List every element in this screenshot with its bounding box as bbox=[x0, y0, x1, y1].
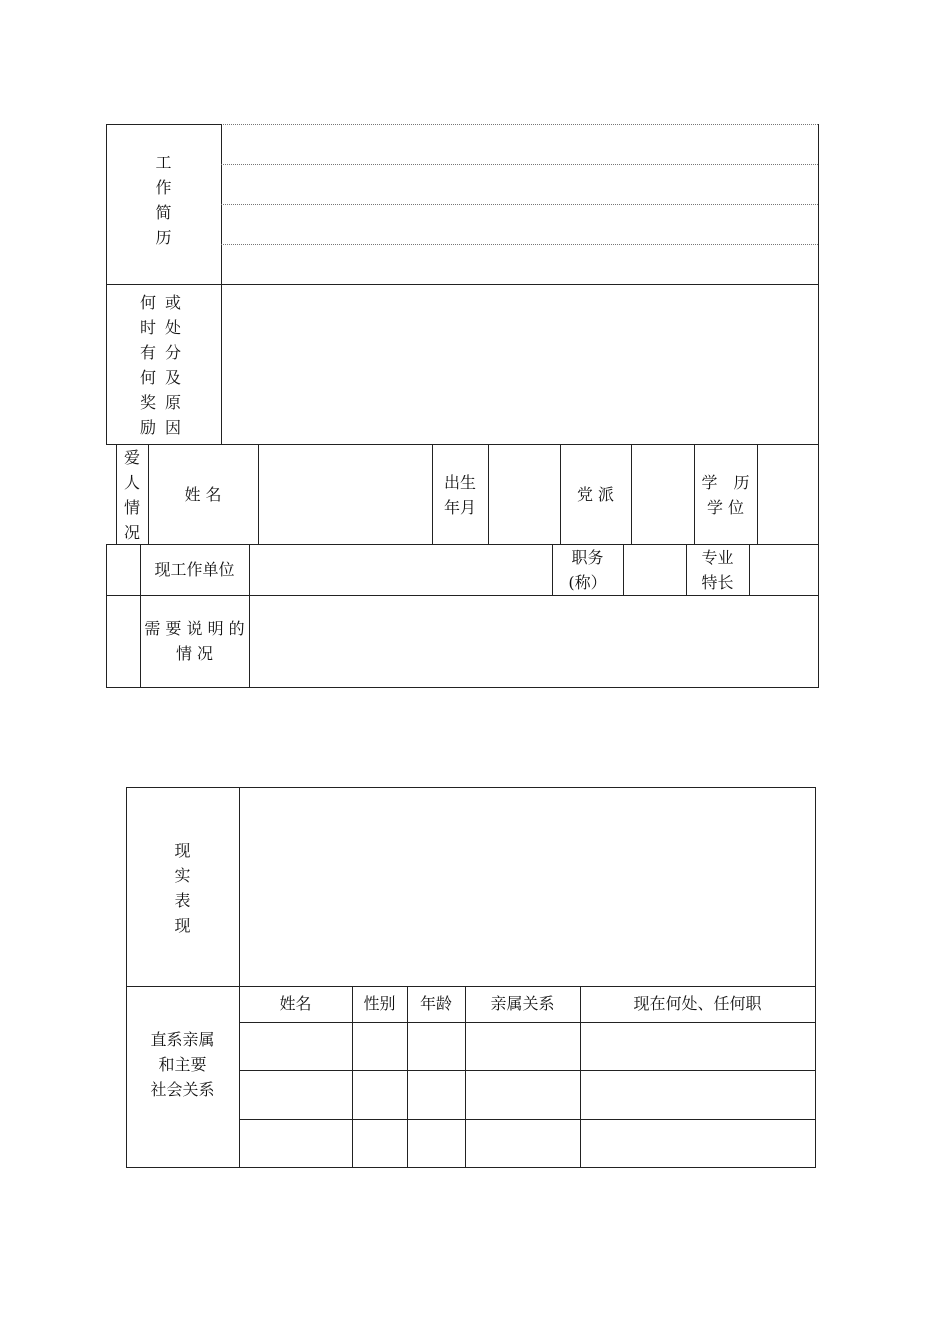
spouse-party-label: 党 派 bbox=[576, 485, 615, 504]
label-line: 直系亲属 bbox=[150, 1030, 215, 1049]
label-line: 年月 bbox=[443, 498, 476, 517]
label-line: 特长 bbox=[701, 573, 734, 592]
spouse-work-unit-field[interactable] bbox=[250, 545, 551, 594]
label-line: 出生 bbox=[443, 473, 476, 492]
label-char: 处 bbox=[164, 318, 181, 337]
rewards-label-col2 bbox=[157, 290, 189, 440]
relatives-section-label bbox=[126, 1027, 239, 1102]
relative-age-cell[interactable] bbox=[408, 1023, 465, 1070]
rule bbox=[126, 1167, 816, 1168]
label-char: 简 bbox=[155, 203, 172, 222]
relative-relation-cell[interactable] bbox=[466, 1023, 580, 1070]
label-char: 历 bbox=[155, 228, 172, 247]
relative-age-cell[interactable] bbox=[408, 1071, 465, 1118]
work-history-field[interactable] bbox=[222, 125, 817, 283]
label-char: 作 bbox=[155, 178, 172, 197]
spouse-work-unit-label: 现工作单位 bbox=[154, 560, 235, 579]
spouse-notes-label bbox=[140, 616, 249, 666]
label-char: 励 bbox=[139, 418, 156, 437]
spouse-position-field[interactable] bbox=[624, 545, 685, 594]
spouse-position-label bbox=[552, 545, 623, 595]
rule bbox=[106, 687, 819, 688]
spouse-birth-label bbox=[432, 470, 488, 520]
label-char: 时 bbox=[139, 318, 156, 337]
performance-field[interactable] bbox=[240, 788, 814, 985]
label-char: 实 bbox=[174, 866, 191, 885]
relative-workplace-cell[interactable] bbox=[581, 1071, 815, 1118]
table-row bbox=[240, 1120, 815, 1166]
rule bbox=[815, 787, 816, 1168]
column-header-relation: 亲属关系 bbox=[490, 994, 555, 1013]
label-line: 情 况 bbox=[175, 644, 214, 663]
performance-label bbox=[126, 838, 239, 938]
relative-workplace-cell[interactable] bbox=[581, 1023, 815, 1070]
spouse-education-field[interactable] bbox=[758, 445, 817, 543]
spouse-party-field[interactable] bbox=[632, 445, 693, 543]
label-char: 原 bbox=[164, 393, 181, 412]
label-char: 奖 bbox=[139, 393, 156, 412]
label-line: 学 历 bbox=[701, 473, 750, 492]
label-char: 及 bbox=[164, 368, 181, 387]
rule bbox=[126, 986, 815, 987]
spouse-name-field[interactable] bbox=[259, 445, 431, 543]
label-line: 职务 bbox=[571, 548, 604, 567]
relative-relation-cell[interactable] bbox=[466, 1120, 580, 1166]
spouse-education-label bbox=[694, 470, 757, 520]
relative-gender-cell[interactable] bbox=[353, 1120, 407, 1166]
rule bbox=[106, 544, 107, 687]
label-char: 况 bbox=[123, 523, 140, 542]
label-char: 现 bbox=[174, 841, 191, 860]
rule bbox=[818, 124, 819, 687]
spouse-specialty-label bbox=[686, 545, 749, 595]
column-header-workplace: 现在何处、任何职 bbox=[633, 994, 762, 1013]
label-char: 人 bbox=[123, 473, 140, 492]
column-header-age: 年龄 bbox=[419, 994, 452, 1013]
label-char: 现 bbox=[174, 916, 191, 935]
relative-name-cell[interactable] bbox=[240, 1071, 352, 1118]
spouse-notes-field[interactable] bbox=[250, 596, 817, 686]
label-line: 社会关系 bbox=[150, 1080, 215, 1099]
relative-gender-cell[interactable] bbox=[353, 1071, 407, 1118]
rule bbox=[106, 444, 818, 445]
spouse-name-label: 姓 名 bbox=[184, 485, 222, 504]
relative-workplace-cell[interactable] bbox=[581, 1120, 815, 1166]
label-char: 何 bbox=[139, 368, 156, 387]
work-history-label bbox=[106, 150, 221, 250]
label-char: 何 bbox=[139, 293, 156, 312]
label-line: (称） bbox=[568, 573, 607, 592]
relative-gender-cell[interactable] bbox=[353, 1023, 407, 1070]
rule bbox=[106, 124, 221, 125]
label-char: 有 bbox=[139, 343, 156, 362]
column-header-gender: 性别 bbox=[363, 994, 396, 1013]
label-char: 因 bbox=[164, 418, 181, 437]
label-char: 工 bbox=[155, 153, 172, 172]
label-char: 表 bbox=[174, 891, 191, 910]
label-line: 需 要 说 明 的 bbox=[144, 619, 245, 638]
label-char: 分 bbox=[164, 343, 181, 362]
label-char: 爱 bbox=[123, 448, 140, 467]
label-char: 或 bbox=[164, 293, 181, 312]
table-row bbox=[240, 1023, 815, 1070]
column-header-name: 姓名 bbox=[279, 994, 312, 1013]
table-row bbox=[240, 1071, 815, 1118]
spouse-specialty-field[interactable] bbox=[750, 545, 817, 594]
label-line: 学 位 bbox=[706, 498, 745, 517]
relative-name-cell[interactable] bbox=[240, 1120, 352, 1166]
rewards-field[interactable] bbox=[222, 285, 817, 443]
spouse-section-label bbox=[116, 445, 148, 545]
label-char: 情 bbox=[123, 498, 140, 517]
spouse-birth-field[interactable] bbox=[489, 445, 559, 543]
label-line: 和主要 bbox=[158, 1055, 207, 1074]
relative-name-cell[interactable] bbox=[240, 1023, 352, 1070]
relative-age-cell[interactable] bbox=[408, 1120, 465, 1166]
relative-relation-cell[interactable] bbox=[466, 1071, 580, 1118]
label-line: 专业 bbox=[701, 548, 734, 567]
